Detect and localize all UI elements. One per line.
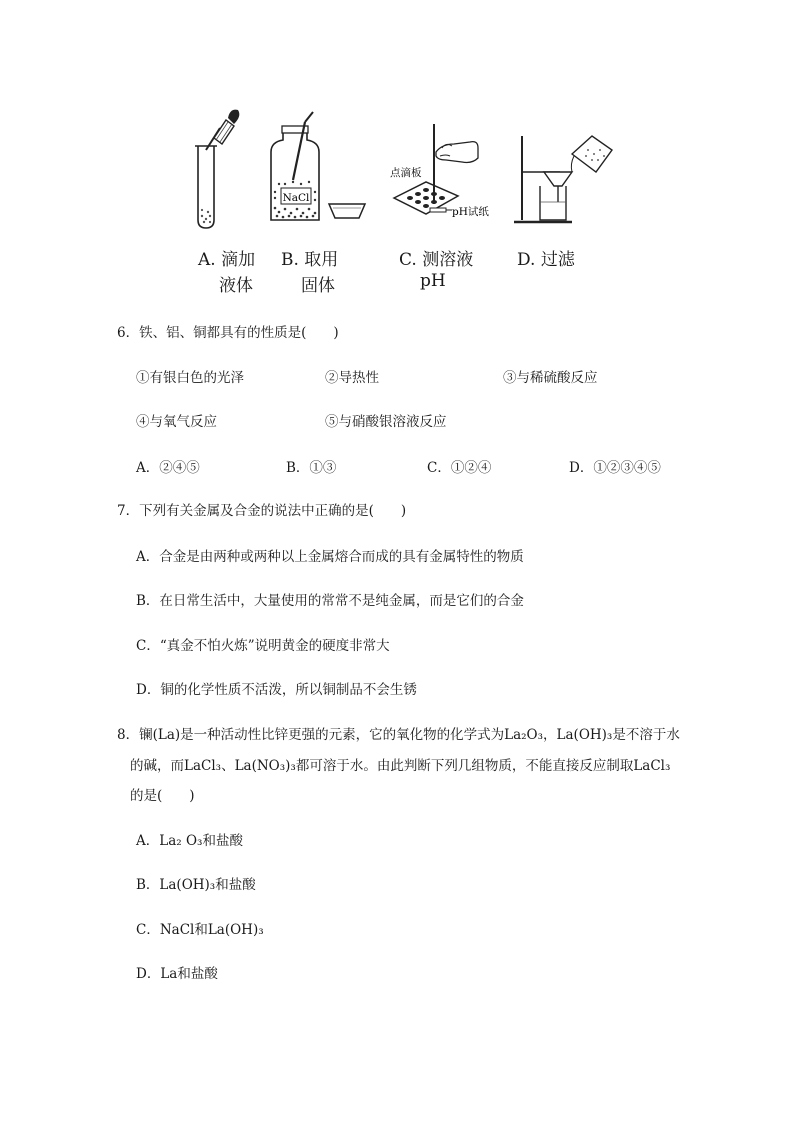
q8-option-b: B．La(OH)₃和盐酸	[136, 877, 256, 893]
filtration-illustration	[512, 128, 622, 228]
dropper-test-tube-illustration	[190, 108, 250, 233]
q7-option-b: B．在日常生活中，大量使用的常常不是纯金属，而是它们的合金	[136, 593, 524, 609]
caption-d-line1: D. 过滤	[517, 250, 575, 270]
q6-prop-3: ③与稀硫酸反应	[503, 370, 598, 386]
q8-option-c: C．NaCl和La(OH)₃	[136, 922, 264, 938]
q8-stem-line2: 的碱，而LaCl₃、La(NO₃)₃都可溶于水。由此判断下列几组物质，不能直接反应制取LaCl₃	[130, 758, 671, 774]
q8-option-d: D．La和盐酸	[136, 966, 218, 982]
ph-paper-label: pH试纸	[452, 206, 489, 218]
reagent-bottle-illustration	[265, 112, 375, 227]
spot-plate-label: 点滴板	[390, 167, 422, 179]
ph-test-illustration	[380, 118, 510, 228]
q7-option-a: A．合金是由两种或两种以上金属熔合而成的具有金属特性的物质	[136, 549, 524, 565]
q6-option-d: D．①②③④⑤	[569, 460, 661, 476]
q6-prop-1: ①有银白色的光泽	[136, 370, 244, 386]
caption-b-line1: B. 取用	[281, 250, 339, 270]
caption-a-line1: A. 滴加	[198, 250, 256, 270]
q6-option-b: B．①③	[286, 460, 337, 476]
caption-c-line2: pH	[420, 271, 446, 291]
q7-option-c: C．“真金不怕火炼”说明黄金的硬度非常大	[136, 638, 390, 654]
q8-stem-line3: 的是( )	[130, 788, 195, 804]
q8-option-a: A．La₂ O₃和盐酸	[136, 833, 243, 849]
q6-stem: 6．铁、铝、铜都具有的性质是( )	[117, 325, 339, 341]
nacl-label: NaCl	[282, 192, 310, 204]
caption-b-line2: 固体	[301, 276, 335, 296]
caption-c-line1: C. 测溶液	[399, 250, 474, 270]
q6-prop-4: ④与氧气反应	[136, 414, 217, 430]
q8-stem-line1: 8．镧(La)是一种活动性比锌更强的元素，它的氧化物的化学式为La₂O₃，La(OH)₃是不溶于水	[117, 727, 680, 743]
q6-option-c: C．①②④	[427, 460, 492, 476]
q6-prop-2: ②导热性	[325, 370, 379, 386]
q6-prop-5: ⑤与硝酸银溶液反应	[325, 414, 447, 430]
q7-stem: 7．下列有关金属及合金的说法中正确的是( )	[117, 503, 407, 519]
q7-option-d: D．铜的化学性质不活泼，所以铜制品不会生锈	[136, 682, 417, 698]
caption-a-line2: 液体	[219, 276, 253, 296]
q6-option-a: A．②④⑤	[136, 460, 200, 476]
